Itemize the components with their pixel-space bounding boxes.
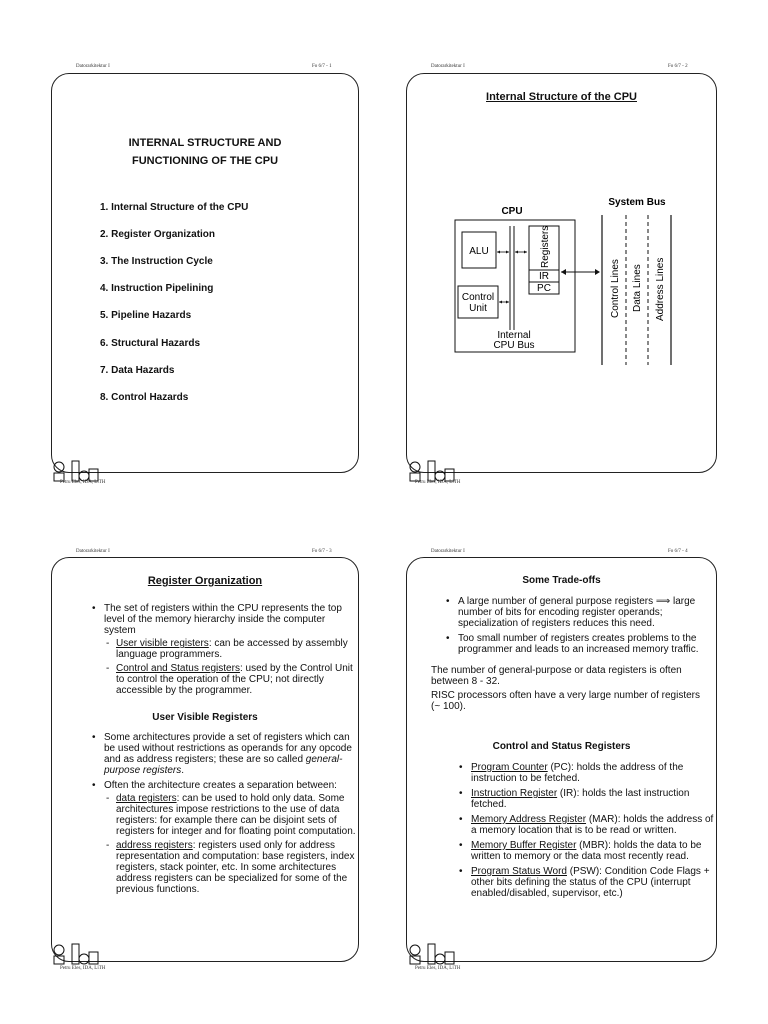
header-left-1: Datorarkitektur I (76, 64, 110, 69)
term: Memory Address Register (471, 814, 587, 825)
address-lines-label: Address Lines (655, 257, 666, 321)
footer-2: Petru Eles, IDA, LiTH (415, 480, 461, 485)
slide2-title: Internal Structure of the CPU (486, 91, 637, 103)
term-text: : used by the Control Unit to control the operation of the CPU; not directly accessible by the programmer. (116, 663, 353, 696)
slide1-title-line1: INTERNAL STRUCTURE AND (128, 137, 282, 149)
list-item (116, 793, 356, 837)
emphasis: general-purpose registers (104, 754, 343, 776)
toc-item: 1. Internal Structure of the CPU (100, 202, 249, 213)
footer-3: Petru Eles, IDA, LiTH (60, 966, 106, 971)
cpu-structure-diagram (440, 190, 680, 370)
list-item (104, 780, 356, 895)
bullet-text: . (181, 765, 185, 776)
page-num-3: Fo 6/7 - 3 (312, 549, 332, 554)
slide4-paragraph-2: RISC processors often have a very large number of registers (~ 100). (431, 690, 701, 712)
slide4-control-list (455, 762, 719, 903)
term-text: : can be used to hold only data. Some architectures impose restrictions to the use of data registers: for example there can be disjoint sets of registers for integer and for floating point computation. (116, 793, 356, 837)
list-item (104, 732, 356, 776)
ir-label: IR (539, 271, 549, 282)
list-item (471, 788, 719, 810)
slide3-list-2 (88, 732, 356, 899)
list-item (471, 840, 719, 862)
system-bus-label: System Bus (608, 197, 666, 208)
list-item (116, 663, 354, 696)
slide1-title (51, 134, 359, 170)
toc-item: 5. Pipeline Hazards (100, 310, 192, 321)
sub-list (104, 793, 356, 895)
toc-item: 8. Control Hazards (100, 392, 189, 403)
slide3-section-title: User Visible Registers (152, 712, 258, 723)
lith-logo-icon (406, 460, 456, 482)
slide-1 (51, 73, 359, 473)
term-text: (MAR): holds the address of a memory location that is to be read or written. (471, 814, 714, 836)
data-lines-label: Data Lines (632, 264, 643, 312)
control-unit-line1: Control (461, 292, 495, 303)
toc-item: 3. The Instruction Cycle (100, 256, 213, 267)
registers-label: Registers (540, 225, 551, 268)
list-item: • Too small number of registers creates problems to the programmer and leads to an increased memory traffic. (458, 633, 716, 655)
term: data registers (116, 793, 177, 804)
slide4-tradeoffs (442, 596, 716, 659)
slide4-title: Some Trade-offs (522, 575, 601, 586)
list-item (471, 814, 719, 836)
page-num-2: Fo 6/7 - 2 (668, 64, 688, 69)
header-left-2: Datorarkitektur I (431, 64, 465, 69)
cpu-label: CPU (501, 206, 523, 217)
bullet-text: Some architectures provide a set of registers which can be used without restrictions as operands for any opcode and as address registers; these are so called (104, 732, 352, 765)
header-left-3: Datorarkitektur I (76, 549, 110, 554)
toc-item: 6. Structural Hazards (100, 338, 201, 349)
slide4-paragraph-1: The number of general-purpose or data registers is often between 8 - 32. (431, 665, 682, 687)
term-text: (PC): holds the address of the instruction to be fetched. (471, 762, 684, 784)
slide1-title-line2: FUNCTIONING OF THE CPU (131, 155, 279, 167)
page-num-4: Fo 6/7 - 4 (668, 549, 688, 554)
header-left-4: Datorarkitektur I (431, 549, 465, 554)
alu-label: ALU (469, 246, 489, 257)
toc-item: 4. Instruction Pipelining (100, 283, 214, 294)
slide3-title: Register Organization (147, 575, 263, 587)
term: Program Status Word (471, 866, 567, 877)
slide4-section-title: Control and Status Registers (492, 741, 631, 752)
pc-label: PC (537, 283, 551, 294)
control-lines-label: Control Lines (610, 259, 621, 318)
lith-logo-icon (50, 460, 100, 482)
page-num-1: Fo 6/7 - 1 (312, 64, 332, 69)
term: Program Counter (471, 762, 548, 773)
toc-item: 7. Data Hazards (100, 365, 175, 376)
sub-list (104, 638, 354, 696)
footer-4: Petru Eles, IDA, LiTH (415, 966, 461, 971)
term-text: (IR): holds the last instruction fetched. (471, 788, 690, 810)
footer-1: Petru Eles, IDA, LiTH (60, 480, 106, 485)
lith-logo-icon (406, 943, 456, 965)
toc-item: 2. Register Organization (100, 229, 216, 240)
internal-bus-line2: CPU Bus (493, 340, 535, 351)
term-text: (MBR): holds the data to be written to memory or the data most recently read. (471, 840, 702, 862)
list-item (471, 866, 719, 899)
internal-bus-line1: Internal (497, 330, 531, 341)
term: User visible registers (116, 638, 209, 649)
bullet-text: The set of registers within the CPU represents the top level of the memory hierarchy inside the computer system (104, 603, 342, 636)
list-item (471, 762, 719, 784)
list-item (116, 638, 354, 660)
term-text: : can be accessed by assembly language programmers. (116, 638, 348, 660)
term: Control and Status registers (116, 663, 240, 674)
list-item: • A large number of general purpose registers ⟹ large number of bits for encoding register operands; specialization of registers reduces this need. (458, 596, 716, 629)
list-item (116, 840, 356, 895)
bullet-text: Often the architecture creates a separation between: (104, 780, 337, 791)
term: Memory Buffer Register (471, 840, 577, 851)
term-text: : registers used only for address representation and computation: base registers, index registers, stack pointer, etc. In some architectures address registers can be specialized for some of the previous functions. (116, 840, 355, 895)
term-text: (PSW): Condition Code Flags + other bits defining the status of the CPU (interrupt enabled/disabled, supervisor, etc.) (471, 866, 710, 899)
term: address registers (116, 840, 193, 851)
slide3-list-1 (88, 603, 354, 700)
term: Instruction Register (471, 788, 558, 799)
lith-logo-icon (50, 943, 100, 965)
list-item (104, 603, 354, 696)
control-unit-line2: Unit (469, 303, 487, 314)
